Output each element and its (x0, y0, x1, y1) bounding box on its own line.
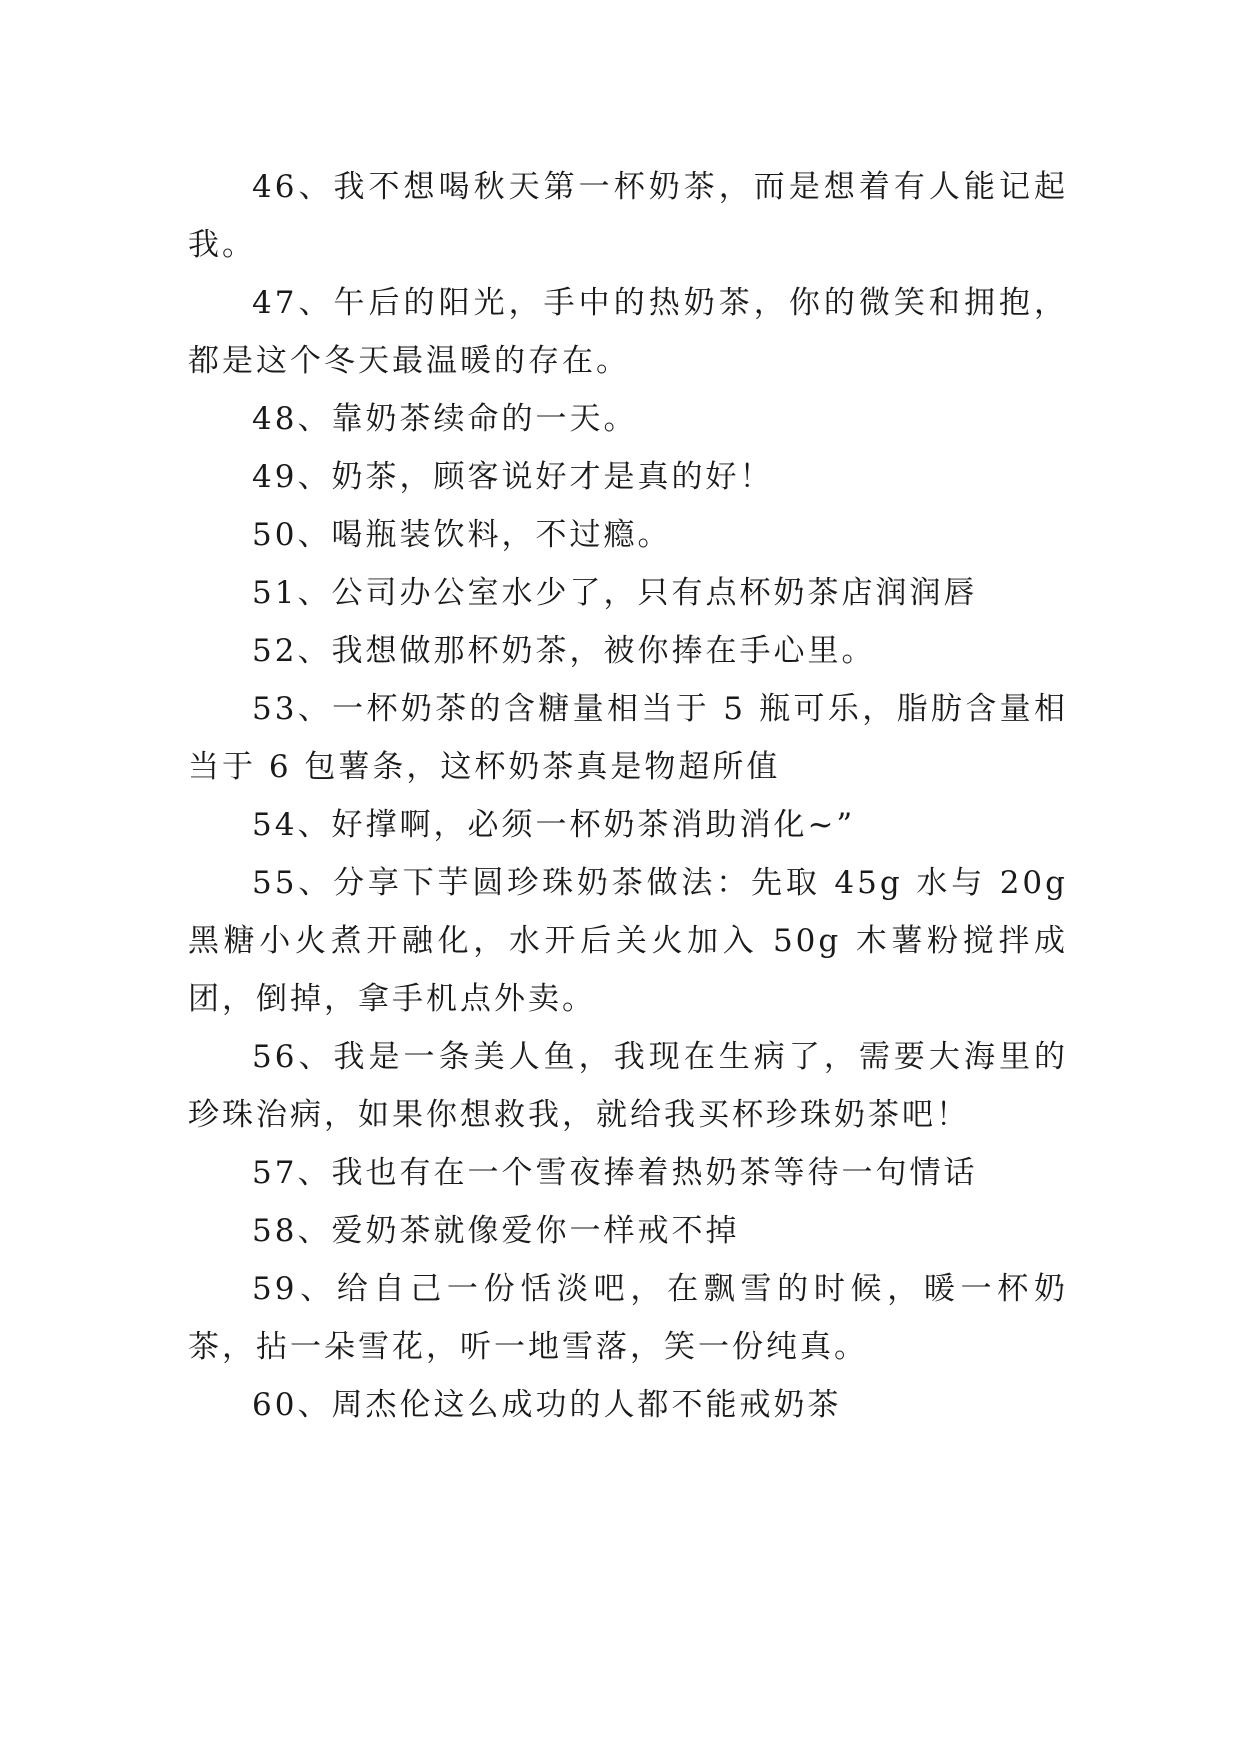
paragraph-60: 60、周杰伦这么成功的人都不能戒奶茶 (252, 1387, 842, 1423)
paragraph-54: 54、好撑啊，必须一杯奶茶消助消化~” (252, 807, 856, 843)
paragraph-49: 49、奶茶，顾客说好才是真的好！ (252, 459, 774, 495)
paragraph-55: 55、分享下芋圆珍珠奶茶做法：先取 45g 水与 20g 黑糖小火煮开融化，水开后关火加入 50g 木薯粉搅拌成团，倒掉，拿手机点外卖。 (188, 865, 1068, 1017)
paragraph-46: 46、我不想喝秋天第一杯奶茶，而是想着有人能记起我。 (188, 169, 1068, 263)
paragraph-51: 51、公司办公室水少了，只有点杯奶茶店润润唇 (252, 575, 978, 611)
document-body (188, 158, 1068, 1434)
paragraph-50: 50、喝瓶装饮料，不过瘾。 (252, 517, 672, 553)
paragraph-56: 56、我是一条美人鱼，我现在生病了，需要大海里的珍珠治病，如果你想救我，就给我买杯珍珠奶茶吧！ (188, 1039, 1068, 1133)
paragraph-48: 48、靠奶茶续命的一天。 (252, 401, 638, 437)
paragraph-52: 52、我想做那杯奶茶，被你捧在手心里。 (252, 633, 876, 669)
paragraph-47: 47、午后的阳光，手中的热奶茶，你的微笑和拥抱，都是这个冬天最温暖的存在。 (188, 285, 1068, 379)
paragraph-58: 58、爱奶茶就像爱你一样戒不掉 (252, 1213, 740, 1249)
paragraph-53: 53、一杯奶茶的含糖量相当于 5 瓶可乐，脂肪含量相当于 6 包薯条，这杯奶茶真是物超所值 (188, 691, 1068, 785)
paragraph-57: 57、我也有在一个雪夜捧着热奶茶等待一句情话 (252, 1155, 978, 1191)
paragraph-59: 59、给自己一份恬淡吧，在飘雪的时候，暖一杯奶茶，拈一朵雪花，听一地雪落，笑一份纯真。 (188, 1271, 1068, 1365)
